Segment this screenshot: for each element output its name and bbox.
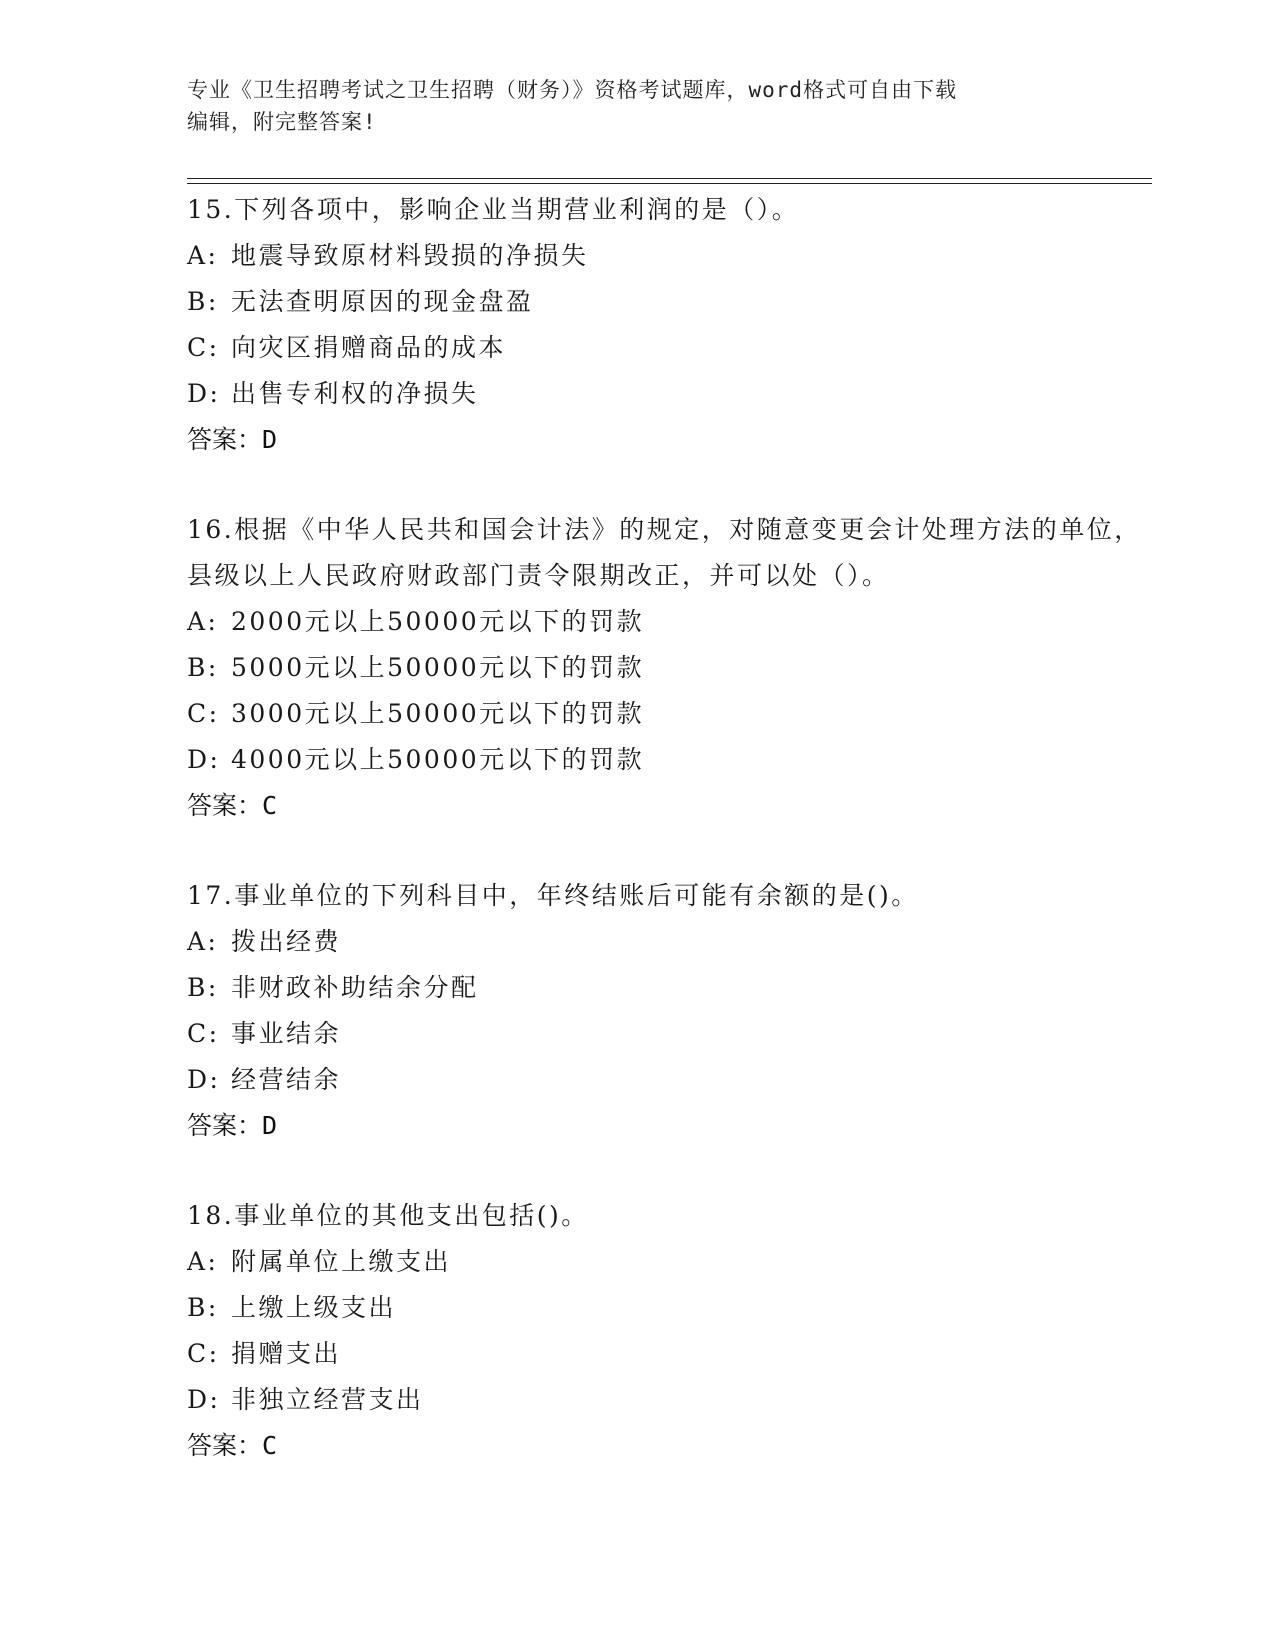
question-15 (187, 187, 1147, 463)
option-a (187, 1239, 1147, 1285)
answer-line: 答案：C (187, 791, 278, 820)
header-line-1: 专业《卫生招聘考试之卫生招聘（财务）》资格考试题库，word格式可自由下载 (187, 78, 958, 102)
option-c (187, 1331, 1147, 1377)
option-letter: C: (187, 333, 220, 362)
answer-line: 答案：D (187, 425, 278, 454)
option-text: 拨出经费 (231, 927, 342, 956)
question-18 (187, 1193, 1147, 1469)
option-text: 无法查明原因的现金盘盈 (231, 287, 534, 316)
option-text: 出售专利权的净损失 (231, 379, 479, 408)
option-b (187, 645, 1147, 691)
option-b (187, 279, 1147, 325)
question-16 (187, 507, 1147, 829)
option-text: 2000元以上50000元以下的罚款 (231, 607, 645, 636)
option-d (187, 371, 1147, 417)
option-text: 5000元以上50000元以下的罚款 (231, 653, 645, 682)
option-text: 非财政补助结余分配 (231, 973, 479, 1002)
option-c (187, 1011, 1147, 1057)
option-text: 附属单位上缴支出 (231, 1247, 452, 1276)
option-letter: A: (187, 927, 219, 956)
option-c (187, 325, 1147, 371)
option-a (187, 233, 1147, 279)
option-letter: C: (187, 1019, 220, 1048)
option-letter: C: (187, 699, 220, 728)
option-text: 捐赠支出 (231, 1339, 342, 1368)
option-text: 4000元以上50000元以下的罚款 (231, 745, 645, 774)
question-list (187, 187, 1147, 1513)
header-line-2: 编辑，附完整答案! (187, 110, 377, 134)
question-text: 16.根据《中华人民共和国会计法》的规定，对随意变更会计处理方法的单位，县级以上人民政府财政部门责令限期改正，并可以处（）。 (187, 515, 1142, 590)
option-d (187, 1377, 1147, 1423)
option-text: 事业结余 (231, 1019, 342, 1048)
option-text: 经营结余 (231, 1065, 342, 1094)
question-text: 18.事业单位的其他支出包括()。 (187, 1201, 589, 1230)
header-divider-bottom (187, 183, 1152, 184)
option-c (187, 691, 1147, 737)
option-letter: B: (187, 1293, 219, 1322)
option-text: 3000元以上50000元以下的罚款 (231, 699, 645, 728)
option-a (187, 599, 1147, 645)
option-letter: D: (187, 1065, 221, 1094)
option-letter: A: (187, 241, 219, 270)
header-divider-top (187, 178, 1152, 179)
option-letter: B: (187, 653, 219, 682)
option-letter: C: (187, 1339, 220, 1368)
option-d (187, 737, 1147, 783)
option-d (187, 1057, 1147, 1103)
option-text: 向灾区捐赠商品的成本 (231, 333, 507, 362)
answer-line: 答案：D (187, 1111, 278, 1140)
question-text: 17.事业单位的下列科目中，年终结账后可能有余额的是()。 (187, 881, 919, 910)
option-text: 上缴上级支出 (231, 1293, 397, 1322)
option-letter: A: (187, 607, 219, 636)
answer-line: 答案：C (187, 1431, 278, 1460)
question-text: 15.下列各项中，影响企业当期营业利润的是（）。 (187, 195, 800, 224)
option-letter: B: (187, 973, 219, 1002)
option-text: 非独立经营支出 (231, 1385, 424, 1414)
question-17 (187, 873, 1147, 1149)
option-letter: A: (187, 1247, 219, 1276)
option-b (187, 965, 1147, 1011)
option-letter: D: (187, 1385, 221, 1414)
option-b (187, 1285, 1147, 1331)
option-text: 地震导致原材料毁损的净损失 (231, 241, 589, 270)
option-letter: D: (187, 379, 221, 408)
option-letter: D: (187, 745, 221, 774)
option-a (187, 919, 1147, 965)
document-header (187, 74, 1067, 138)
option-letter: B: (187, 287, 219, 316)
